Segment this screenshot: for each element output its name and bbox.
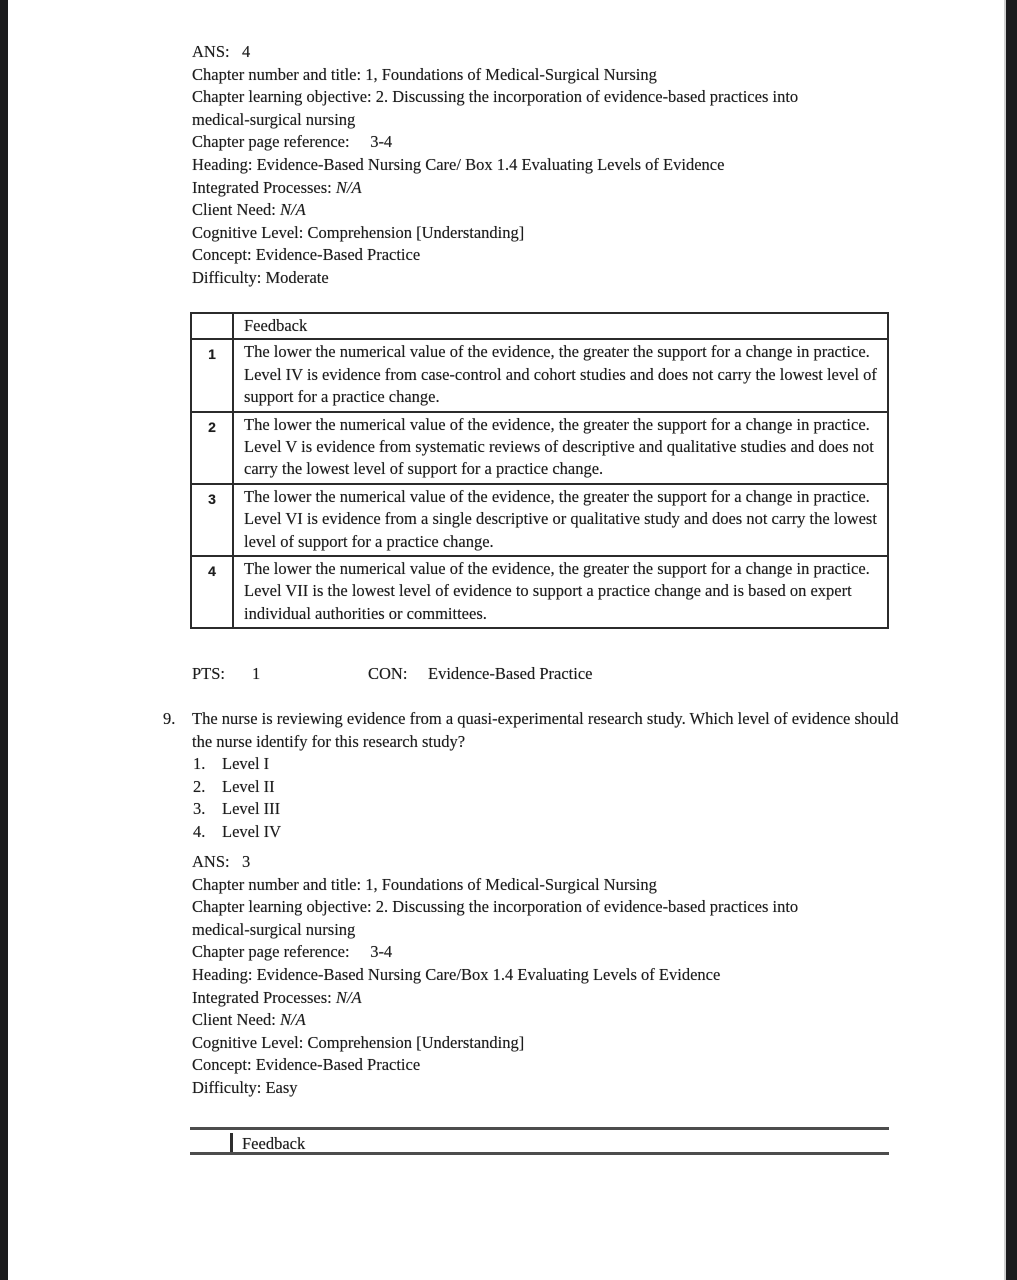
client-need-label: Client Need: — [192, 200, 280, 220]
integrated-processes-value: N/A — [335, 987, 362, 1007]
feedback-table-header-row — [191, 313, 888, 339]
feedback-row-number: 4 — [191, 556, 233, 628]
question-9 — [163, 708, 923, 844]
cognitive-level-line: Cognitive Level: Comprehension [Understanding] — [192, 1032, 525, 1052]
feedback-table-corner-cell — [191, 313, 233, 339]
integrated-processes-label: Integrated Processes: — [192, 987, 336, 1007]
chapter-line: Chapter number and title: 1, Foundations of Medical-Surgical Nursing — [192, 64, 657, 84]
integrated-processes-line — [192, 987, 916, 1010]
integrated-processes-value: N/A — [335, 177, 362, 197]
feedback-row-text: The lower the numerical value of the evidence, the greater the support for a change in practice. Level VI is evidence from a single descriptive or qualitative study and does not carry the lowest level of support for a practice change. — [233, 484, 888, 556]
client-need-line — [192, 199, 916, 222]
client-need-value: N/A — [279, 200, 306, 220]
feedback-table-header-cell: Feedback — [233, 313, 888, 339]
list-item — [193, 753, 923, 776]
feedback-row-text: The lower the numerical value of the evidence, the greater the support for a change in practice. Level VII is the lowest level of evidence to support a practice change and is based on expert individual authorities or committees. — [233, 556, 888, 628]
feedback-row-text: The lower the numerical value of the evidence, the greater the support for a change in practice. Level V is evidence from systematic reviews of descriptive and qualitative studies and does not carry the lowest level of support for a practice change. — [233, 412, 888, 484]
client-need-label: Client Need: — [192, 1010, 280, 1030]
cognitive-level-line: Cognitive Level: Comprehension [Understanding] — [192, 222, 525, 242]
list-item — [193, 821, 923, 844]
pts-con-line — [0, 663, 1017, 686]
table-column-divider — [230, 1133, 233, 1152]
table-row — [191, 339, 888, 411]
option-label: Level III — [222, 799, 281, 819]
question-number: 9. — [163, 709, 176, 728]
table-row — [191, 484, 888, 556]
concept-line: Concept: Evidence-Based Practice — [192, 1055, 421, 1075]
objective-line-2: medical-surgical nursing — [192, 109, 356, 129]
ans-line: ANS: 4 — [192, 42, 251, 61]
difficulty-line: Difficulty: Moderate — [192, 267, 329, 287]
integrated-processes-label: Integrated Processes: — [192, 177, 336, 197]
con-label: CON: — [368, 664, 408, 683]
question-text: The nurse is reviewing evidence from a quasi-experimental research study. Which level of evidence should the nurse identify for this research study? — [192, 709, 899, 751]
chapter-line: Chapter number and title: 1, Foundations of Medical-Surgical Nursing — [192, 874, 657, 894]
answer-metadata-block-2 — [192, 851, 916, 1100]
page-reference-line: Chapter page reference: 3-4 — [192, 132, 393, 152]
heading-line: Heading: Evidence-Based Nursing Care/Box 1.4 Evaluating Levels of Evidence — [192, 964, 721, 984]
objective-line-2: medical-surgical nursing — [192, 919, 356, 939]
client-need-value: N/A — [279, 1010, 306, 1030]
option-number: 1. — [193, 754, 206, 774]
option-label: Level IV — [222, 821, 282, 841]
integrated-processes-line — [192, 177, 916, 200]
answer-metadata-block-1 — [192, 41, 916, 290]
option-label: Level I — [222, 754, 270, 774]
feedback-row-number: 3 — [191, 484, 233, 556]
concept-line: Concept: Evidence-Based Practice — [192, 245, 421, 265]
difficulty-line: Difficulty: Easy — [192, 1077, 298, 1097]
table-row — [191, 412, 888, 484]
feedback-row-number: 2 — [191, 412, 233, 484]
answer-options — [193, 753, 923, 843]
table-row — [191, 556, 888, 628]
feedback-table-header-cell: Feedback — [242, 1134, 306, 1153]
list-item — [193, 776, 923, 799]
feedback-row-text: The lower the numerical value of the evidence, the greater the support for a change in practice. Level IV is evidence from case-control and cohort studies and does not carry the lowest level of support for a practice change. — [233, 339, 888, 411]
left-page-edge — [0, 0, 8, 1280]
heading-line: Heading: Evidence-Based Nursing Care/ Box 1.4 Evaluating Levels of Evidence — [192, 154, 725, 174]
pts-value: 1 — [252, 664, 261, 683]
objective-line-1: Chapter learning objective: 2. Discussing the incorporation of evidence-based practices into — [192, 87, 799, 107]
con-value: Evidence-Based Practice — [428, 664, 593, 683]
feedback-row-number: 1 — [191, 339, 233, 411]
ans-line: ANS: 3 — [192, 852, 251, 871]
option-label: Level II — [222, 776, 275, 796]
truncated-feedback-table — [190, 1127, 889, 1155]
right-page-edge — [1006, 0, 1017, 1280]
list-item — [193, 798, 923, 821]
feedback-table — [190, 312, 889, 629]
option-number: 3. — [193, 799, 206, 819]
client-need-line — [192, 1009, 916, 1032]
page-reference-line: Chapter page reference: 3-4 — [192, 942, 393, 962]
pts-label: PTS: — [192, 664, 226, 683]
option-number: 4. — [193, 821, 206, 841]
option-number: 2. — [193, 776, 206, 796]
objective-line-1: Chapter learning objective: 2. Discussing the incorporation of evidence-based practices into — [192, 897, 799, 917]
